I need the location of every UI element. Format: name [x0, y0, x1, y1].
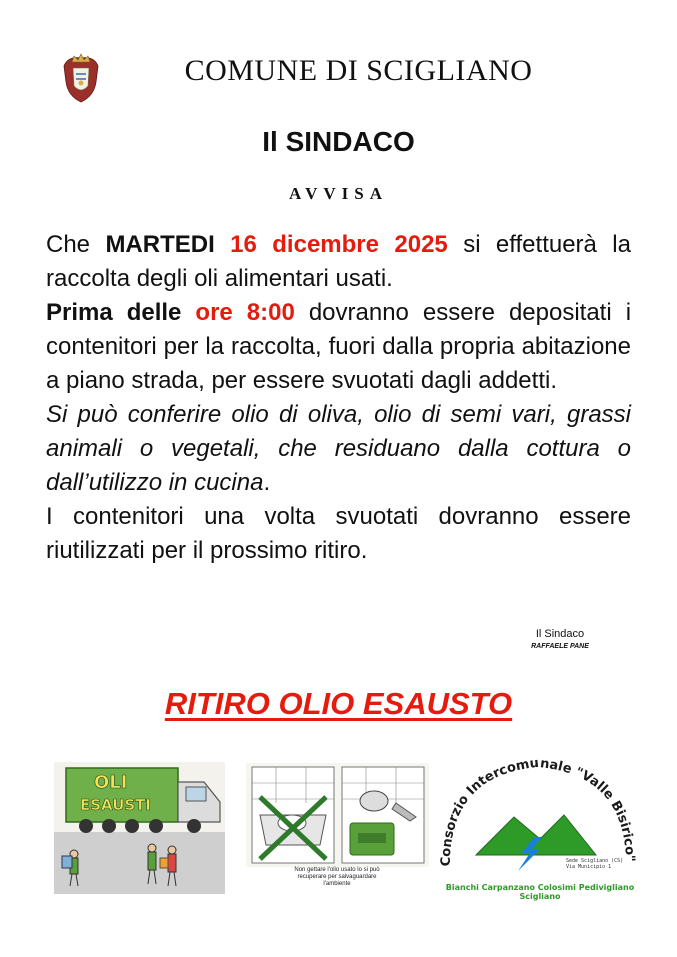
- consorzio-logo: [436, 755, 640, 900]
- consorzio-sede-line-2: Via Municipio 1: [566, 864, 612, 870]
- paragraph-date: [46, 228, 631, 296]
- signature: [500, 628, 620, 650]
- signature-name: RAFFAELE PANE: [531, 643, 589, 650]
- sink-caption: Non gettare l'olio usato lo si può recuperare per salvaguardare l'ambiente: [294, 867, 380, 887]
- day-text: MARTEDI: [105, 231, 215, 258]
- signature-title: Il Sindaco: [535, 628, 585, 640]
- paragraph-reuse: I contenitori una volta svuotati dovranno essere riutilizzati per il prossimo ritiro.: [46, 503, 631, 564]
- notice-body: [46, 228, 631, 568]
- comune-heading: COMUNE DI SCIGLIANO: [184, 54, 533, 87]
- consorzio-arc-label: Consorzio Intercomunale "Valle Bisirico": [438, 755, 638, 867]
- time-text: ore 8:00: [195, 299, 295, 326]
- sink-drawing-image: [246, 763, 429, 867]
- sink-illustration: [246, 763, 429, 891]
- consorzio-members: Bianchi Carpanzano Colosimi Pedivigliano Scigliano: [445, 883, 635, 901]
- paragraph-time: [46, 296, 631, 398]
- page-title: Il SINDACO: [262, 126, 415, 157]
- avvisa-heading: AVVISA: [289, 184, 388, 203]
- consorzio-sede: [566, 858, 623, 870]
- che-text: Che: [46, 231, 91, 258]
- paragraph-oils: [46, 398, 631, 500]
- collection-text: si effettuerà la raccolta degli oli alimentari usati.: [46, 231, 631, 292]
- oils-period: .: [263, 469, 271, 496]
- consorzio-sede-line-1: Sede Scigliano (CS): [566, 858, 624, 864]
- truck-label-oli: OLI: [94, 772, 128, 793]
- truck-drawing-image: [54, 762, 225, 894]
- oils-text: Si può conferire olio di oliva, olio di semi vari, grassi animali o vegetali, che residuano dalla cottura o dall’utilizzo in cucina: [46, 401, 631, 496]
- truck-label-esausti: ESAUSTI: [80, 796, 151, 814]
- prima-delle-text: Prima delle: [46, 299, 182, 326]
- ritiro-banner: RITIRO OLIO ESAUSTO: [164, 686, 513, 721]
- deposit-text: dovranno essere depositati i contenitori per la raccolta, fuori dalla propria abitazione a piano strada, per essere svuotati dagli addetti.: [46, 299, 632, 394]
- date-text: 16 dicembre 2025: [230, 231, 448, 258]
